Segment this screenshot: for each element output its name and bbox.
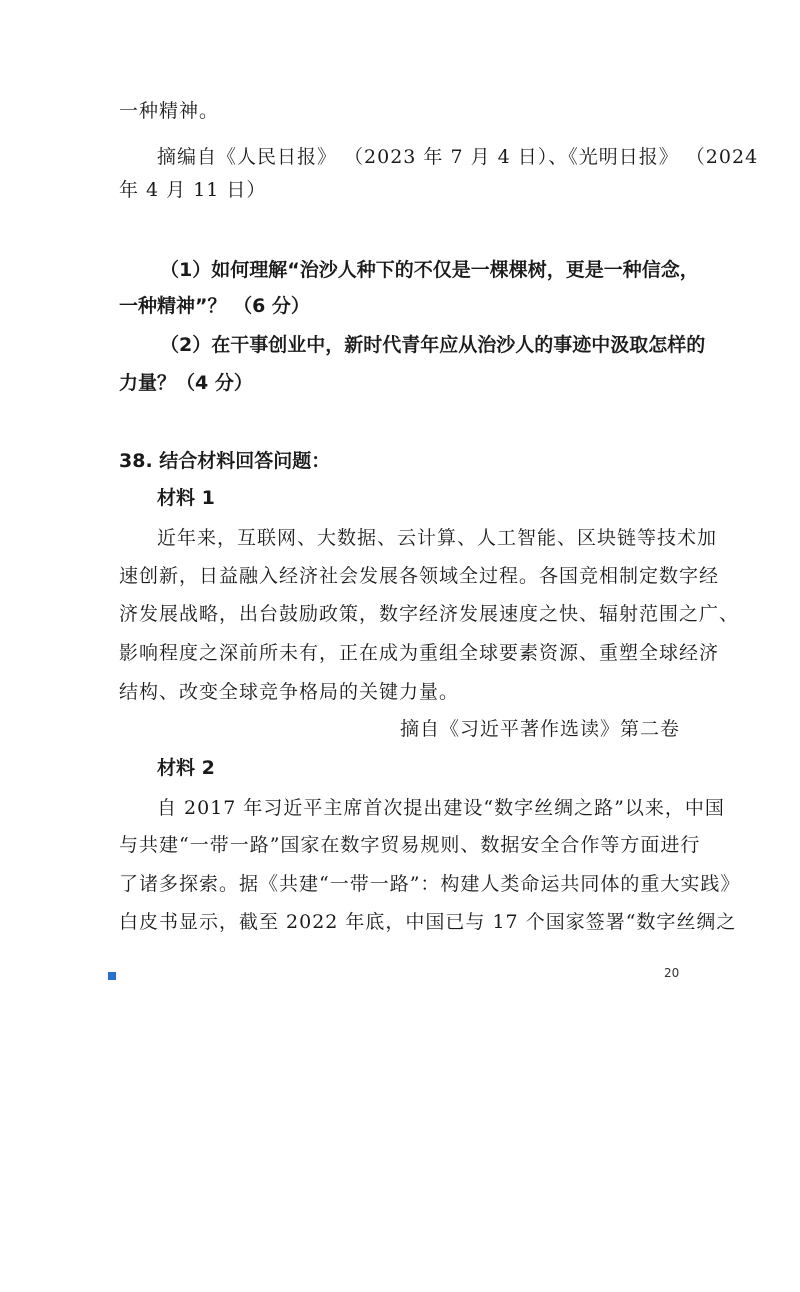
material-1-line: 结构、改变全球竞争格局的关键力量。 bbox=[119, 681, 460, 703]
material-1-source: 摘自《习近平著作选读》第二卷 bbox=[399, 718, 680, 740]
material-1-heading: 材料 1 bbox=[157, 487, 215, 509]
material-2-heading: 材料 2 bbox=[157, 757, 215, 779]
page-number: 20 bbox=[664, 966, 680, 980]
source-citation-line1: 摘编自《人民日报》 （2023 年 7 月 4 日）、《光明日报》 （2024 bbox=[157, 146, 759, 168]
material-2-line: 白皮书显示，截至 2022 年底，中国已与 17 个国家签署“数字丝绸之 bbox=[119, 911, 737, 933]
material-1-line: 近年来，互联网、大数据、云计算、人工智能、区块链等技术加 bbox=[157, 527, 718, 549]
question-37-sub2-line1: （2）在干事创业中，新时代青年应从治沙人的事迹中汲取怎样的 bbox=[160, 334, 706, 356]
material-1-line: 影响程度之深前所未有，正在成为重组全球要素资源、重塑全球经济 bbox=[119, 642, 720, 664]
source-citation-line2: 年 4 月 11 日） bbox=[119, 179, 267, 201]
material-1-line: 济发展战略，出台鼓励政策，数字经济发展速度之快、辐射范围之广、 bbox=[119, 603, 740, 625]
question-37-sub2-line2: 力量？（4 分） bbox=[119, 372, 253, 394]
material-2-line: 与共建“一带一路”国家在数字贸易规则、数据安全合作等方面进行 bbox=[119, 834, 701, 856]
question-38-title: 38. 结合材料回答问题： bbox=[119, 450, 331, 472]
question-37-sub1-line2: 一种精神”？ （6 分） bbox=[119, 295, 310, 317]
passage-end-line: 一种精神。 bbox=[119, 100, 220, 122]
question-37-sub1-line1: （1）如何理解“治沙人种下的不仅是一棵棵树，更是一种信念， bbox=[160, 259, 699, 281]
page-marker-icon bbox=[108, 972, 116, 980]
material-2-line: 了诸多探索。据《共建“一带一路”：构建人类命运共同体的重大实践》 bbox=[119, 873, 741, 895]
material-2-line: 自 2017 年习近平主席首次提出建设“数字丝绸之路”以来，中国 bbox=[157, 797, 725, 819]
material-1-line: 速创新，日益融入经济社会发展各领域全过程。各国竞相制定数字经 bbox=[119, 565, 720, 587]
